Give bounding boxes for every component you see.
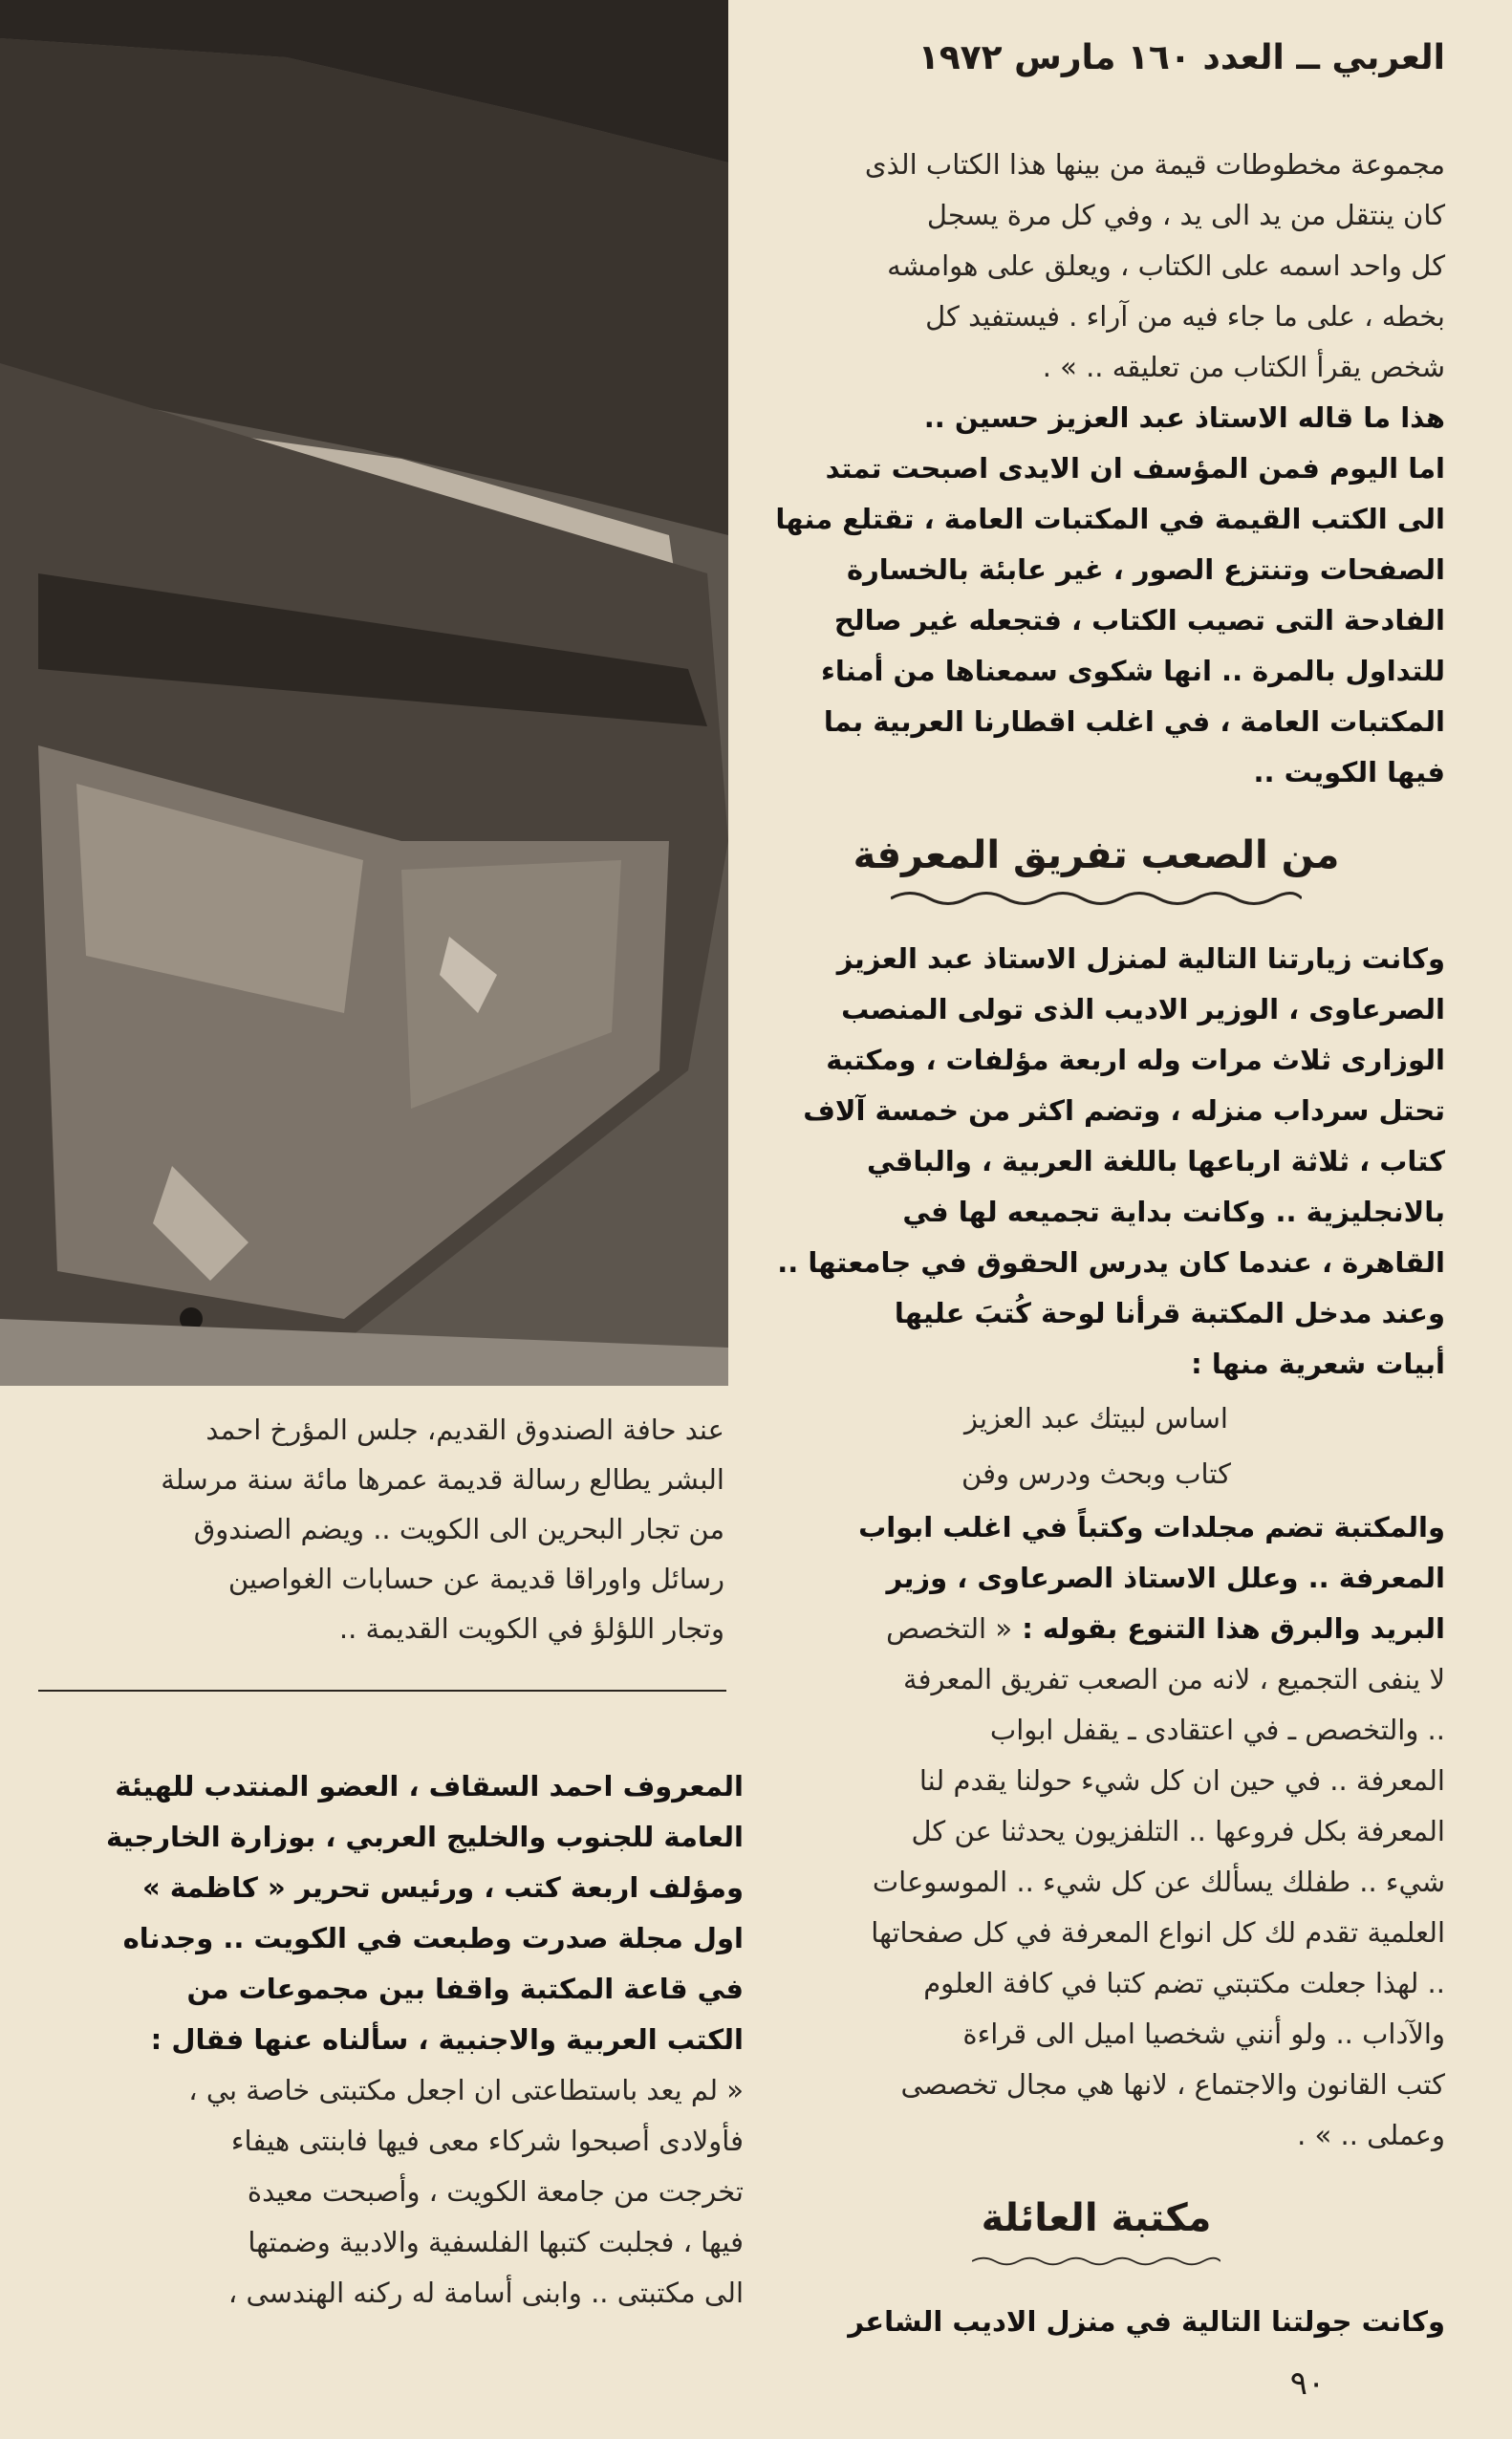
- article-right-column: [747, 141, 1445, 2349]
- caption-line: من تجار البحرين الى الكويت .. ويضم الصندوق: [193, 1513, 724, 1545]
- paragraph-line: شخص يقرأ الكتاب من تعليقه .. » .: [1042, 351, 1445, 383]
- paragraph-line: بالانجليزية .. وكانت بداية تجميعه لها في: [902, 1196, 1445, 1228]
- paragraph-line: فيها الكويت ..: [1253, 756, 1445, 788]
- paragraph-line: والمكتبة تضم مجلدات وكتباً في اغلب ابواب: [858, 1511, 1445, 1543]
- paragraph-line: العلمية تقدم لك كل انواع المعرفة في كل صفحاتها: [871, 1916, 1445, 1949]
- section-title: من الصعب تفريق المعرفة: [853, 833, 1340, 877]
- paragraph-line: اما اليوم فمن المؤسف ان الايدى اصبحت تمتد: [825, 452, 1445, 485]
- issue-header: العربي ــ العدد ١٦٠ مارس ١٩٧٢: [918, 38, 1445, 77]
- poem-verse: كتاب وبحث ودرس وفن: [961, 1457, 1231, 1490]
- title-underline-decoration: [891, 888, 1302, 909]
- paragraph-line: [747, 1606, 1445, 1652]
- paragraph-line: في قاعة المكتبة واقفا بين مجموعات من: [186, 1973, 744, 2005]
- paragraph-text: البريد والبرق هذا التنوع بقوله :: [1022, 1612, 1445, 1645]
- paragraph-line: .. والتخصص ـ في اعتقادى ـ يقفل ابواب: [989, 1714, 1445, 1746]
- paragraph-line: الصفحات وتنتزع الصور ، غير عابئة بالخسارة: [846, 553, 1445, 586]
- paragraph-line: المكتبات العامة ، في اغلب اقطارنا العربية بما: [823, 705, 1445, 738]
- paragraph-line: فأولادى أصبحوا شركاء معى فيها فابنتى هيفاء: [230, 2125, 744, 2157]
- paragraph-line: أبيات شعرية منها :: [1191, 1348, 1445, 1380]
- paragraph-line: المعرفة .. في حين ان كل شيء حولنا يقدم لنا: [918, 1764, 1445, 1797]
- paragraph-line: وعند مدخل المكتبة قرأنا لوحة كُتبَ عليها: [894, 1297, 1445, 1329]
- paragraph-line: تخرجت من جامعة الكويت ، وأصبحت معيدة: [247, 2175, 744, 2208]
- paragraph-line: ومؤلف اربعة كتب ، ورئيس تحرير « كاظمة »: [141, 1871, 744, 1904]
- paragraph-line: مجموعة مخطوطات قيمة من بينها هذا الكتاب الذى: [864, 148, 1445, 181]
- paragraph-line: « لم يعد باستطاعتى ان اجعل مكتبتى خاصة بي ،: [188, 2074, 744, 2106]
- caption-line: وتجار اللؤلؤ في الكويت القديمة ..: [338, 1612, 724, 1645]
- paragraph-line: الكتب العربية والاجنبية ، سألناه عنها فقال :: [150, 2023, 744, 2056]
- paragraph-line: الصرعاوى ، الوزير الاديب الذى تولى المنصب: [841, 993, 1445, 1025]
- paragraph-line: كل واحد اسمه على الكتاب ، ويعلق على هوامشه: [887, 249, 1445, 282]
- paragraph-line: والآداب .. ولو أنني شخصيا اميل الى قراءة: [962, 2018, 1445, 2050]
- paragraph-line: لا ينفى التجميع ، لانه من الصعب تفريق المعرفة: [903, 1663, 1445, 1695]
- paragraph-line: كتب القانون والاجتماع ، لانها هي مجال تخصصى: [900, 2068, 1445, 2101]
- caption-line: البشر يطالع رسالة قديمة عمرها مائة سنة مرسلة: [161, 1463, 724, 1496]
- section-title: مكتبة العائلة: [981, 2196, 1212, 2240]
- paragraph-line: للتداول بالمرة .. انها شكوى سمعناها من أمناء: [821, 655, 1445, 687]
- article-left-column: [17, 1763, 744, 2320]
- paragraph-line: المعرفة بكل فروعها .. التلفزيون يحدثنا عن كل: [911, 1815, 1445, 1847]
- poem-verse: اساس لبيتك عبد العزيز: [963, 1402, 1228, 1435]
- caption-line: عند حافة الصندوق القديم، جلس المؤرخ احمد: [205, 1414, 724, 1446]
- title-underline-decoration: [972, 2251, 1220, 2272]
- paragraph-line: الوزارى ثلاث مرات وله اربعة مؤلفات ، ومكتبة: [826, 1044, 1445, 1076]
- paragraph-line: فيها ، فجلبت كتبها الفلسفية والادبية وضمتها: [248, 2226, 744, 2258]
- paragraph-line: .. لهذا جعلت مكتبتي تضم كتبا في كافة العلوم: [923, 1967, 1445, 1999]
- paragraph-line: المعرفة .. وعلل الاستاذ الصرعاوى ، وزير: [886, 1562, 1445, 1594]
- paragraph-line: الفادحة التى تصيب الكتاب ، فتجعله غير صالح: [833, 604, 1445, 637]
- paragraph-line: القاهرة ، عندما كان يدرس الحقوق في جامعتها ..: [777, 1246, 1445, 1279]
- quote-start: « التخصص: [886, 1612, 1013, 1645]
- paragraph-line: وعملى .. » .: [1297, 2119, 1445, 2151]
- paragraph-line: العامة للجنوب والخليج العربي ، بوزارة الخارجية: [106, 1821, 744, 1853]
- paragraph-line: بخطه ، على ما جاء فيه من آراء . فيستفيد كل: [925, 300, 1445, 333]
- paragraph-line: الى مكتبتى .. وابنى أسامة له ركنه الهندسى ،: [227, 2277, 744, 2309]
- paragraph-line: شيء .. طفلك يسألك عن كل شيء .. الموسوعات: [872, 1866, 1445, 1898]
- page-number: ٩٠: [1289, 2364, 1326, 2403]
- paragraph-line: الى الكتب القيمة في المكتبات العامة ، تقتلع منها: [775, 503, 1445, 535]
- paragraph-line: وكانت زيارتنا التالية لمنزل الاستاذ عبد العزيز: [836, 942, 1445, 975]
- photo-caption: [17, 1405, 724, 1653]
- paragraph-line: كان ينتقل من يد الى يد ، وفي كل مرة يسجل: [926, 199, 1445, 231]
- paragraph-line: المعروف احمد السقاف ، العضو المنتدب للهيئة: [115, 1770, 744, 1802]
- paragraph-line: كتاب ، ثلاثة ارباعها باللغة العربية ، والباقي: [866, 1145, 1445, 1177]
- caption-divider: [38, 1690, 726, 1692]
- paragraph-line: تحتل سرداب منزله ، وتضم اكثر من خمسة آلاف: [803, 1094, 1445, 1127]
- paragraph-line: هذا ما قاله الاستاذ عبد العزيز حسين ..: [923, 401, 1445, 434]
- paragraph-line: وكانت جولتنا التالية في منزل الاديب الشاعر: [848, 2305, 1445, 2338]
- paragraph-line: اول مجلة صدرت وطبعت في الكويت .. وجدناه: [122, 1922, 744, 1954]
- photo-illustration: [0, 0, 728, 1386]
- box-photo: [0, 0, 728, 1386]
- caption-line: رسائل واوراقا قديمة عن حسابات الغواصين: [227, 1563, 724, 1595]
